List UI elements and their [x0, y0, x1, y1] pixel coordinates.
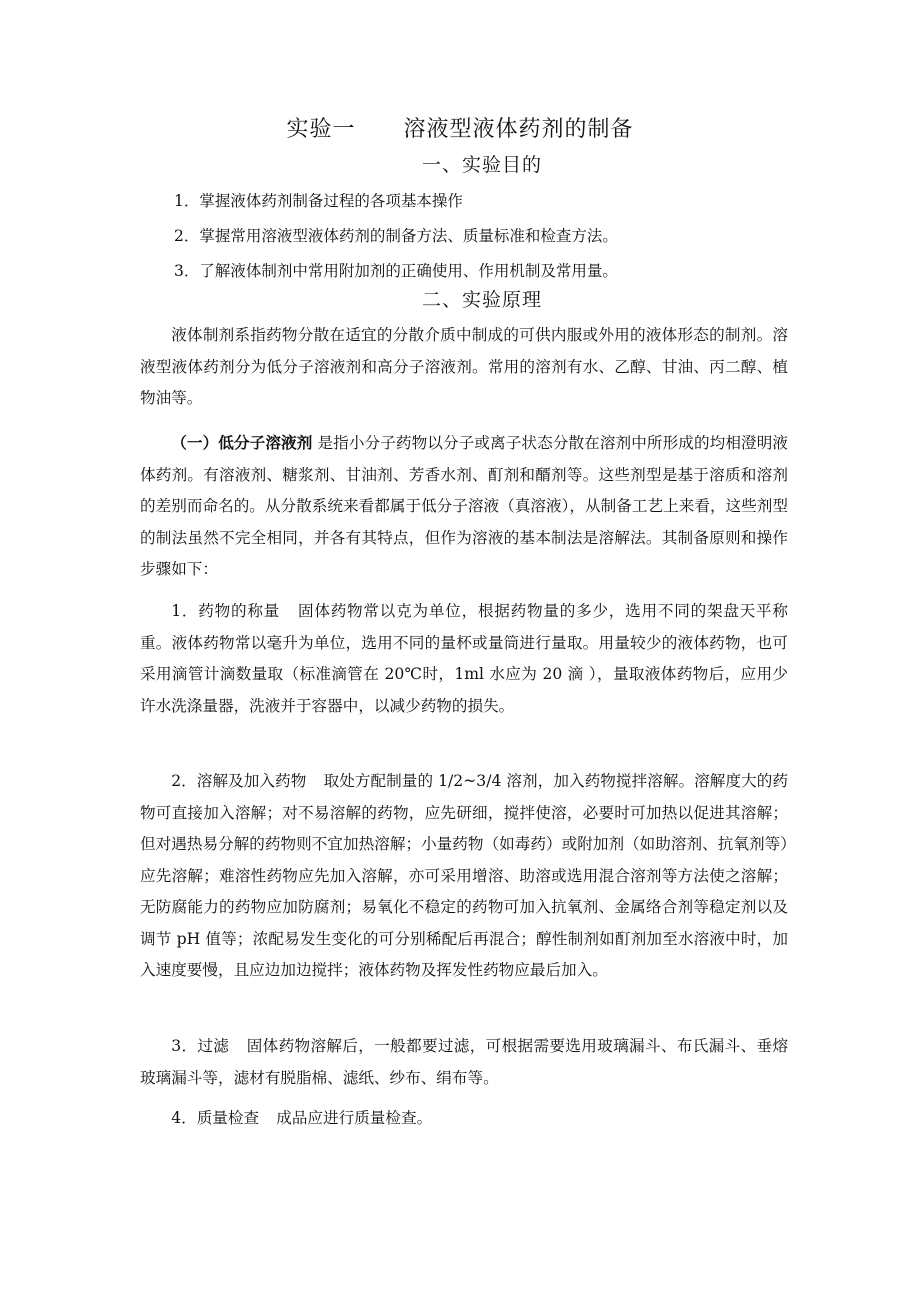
principles-intro [140, 320, 788, 415]
subsection-label: （一）低分子溶液剂 [171, 434, 313, 452]
low-molecular-solution-section [140, 428, 788, 586]
step-weighing [140, 596, 788, 722]
low-molecular-paragraph [140, 428, 788, 586]
section-heading-principles: 二、实验原理 [421, 289, 542, 311]
step-dissolving [140, 766, 788, 987]
step-paragraph [140, 596, 788, 722]
step-text: 固体药物常以克为单位，根据药物量的多少，选用不同的架盘天平称重。液体药物常以毫升为单位，选用不同的量杯或量筒进行量取。用量较少的液体药物，也可采用滴管计滴数量取（标准滴管在 20℃时，1ml 水应为 20 滴 ），量取液体药物后，应用少许水洗涤量器，洗液并于容器中，以减少药物的损失。 [140, 602, 788, 715]
step-label: 1．药物的称量 [171, 602, 281, 620]
step-text: 固体药物溶解后，一般都要过滤，可根据需要选用玻璃漏斗、布氏漏斗、垂熔玻璃漏斗等，滤材有脱脂棉、滤纸、纱布、绢布等。 [140, 1037, 788, 1087]
step-paragraph [140, 1103, 788, 1135]
objective-item-3: 3．了解液体制剂中常用附加剂的正确使用、作用机制及常用量。 [174, 262, 618, 280]
step-text: 成品应进行质量检查。 [276, 1109, 433, 1127]
document-title: 实验一 溶液型液体药剂的制备 [286, 117, 634, 142]
step-paragraph [140, 1031, 788, 1094]
objective-item-2: 2．掌握常用溶液型液体药剂的制备方法、质量标准和检查方法。 [174, 227, 618, 245]
subsection-text: 是指小分子药物以分子或离子状态分散在溶剂中所形成的均相澄明液体药剂。有溶液剂、糖浆剂、甘油剂、芳香水剂、酊剂和醑剂等。这些剂型是基于溶质和溶剂的差别而命名的。从分散系统来看都属于低分子溶液（真溶液），从制备工艺上来看，这些剂型的制法虽然不完全相同，并各有其特点，但作为溶液的基本制法是溶解法。其制备原则和操作步骤如下： [140, 434, 788, 578]
intro-paragraph: 液体制剂系指药物分散在适宜的分散介质中制成的可供内服或外用的液体形态的制剂。溶液型液体药剂分为低分子溶液剂和高分子溶液剂。常用的溶剂有水、乙醇、甘油、丙二醇、植物油等。 [140, 326, 788, 407]
step-label: 4．质量检查 [171, 1109, 260, 1127]
step-paragraph [140, 766, 788, 987]
step-text: 取处方配制量的 1/2~3/4 溶剂，加入药物搅拌溶解。溶解度大的药物可直接加入溶解；对不易溶解的药物，应先研细，搅拌使溶，必要时可加热以促进其溶解；但对遇热易分解的药物则不宜加热溶解；小量药物（如毒药）或附加剂（如助溶剂、抗氧剂等）应先溶解；难溶性药物应先加入溶解，亦可采用增溶、助溶或选用混合溶剂等方法使之溶解；无防腐能力的药物应加防腐剂；易氧化不稳定的药物可加入抗氧剂、金属络合剂等稳定剂以及调节 pH 值等；浓配易发生变化的可分别稀配后再混合；醇性制剂如酊剂加至水溶液中时，加入速度要慢，且应边加边搅拌；液体药物及挥发性药物应最后加入。 [140, 772, 788, 979]
objective-item-1: 1．掌握液体药剂制备过程的各项基本操作 [174, 192, 463, 210]
step-quality-check [140, 1103, 788, 1135]
step-label: 3．过滤 [171, 1037, 230, 1055]
step-filtering [140, 1031, 788, 1094]
step-label: 2．溶解及加入药物 [171, 772, 307, 790]
section-heading-objectives: 一、实验目的 [421, 154, 542, 176]
